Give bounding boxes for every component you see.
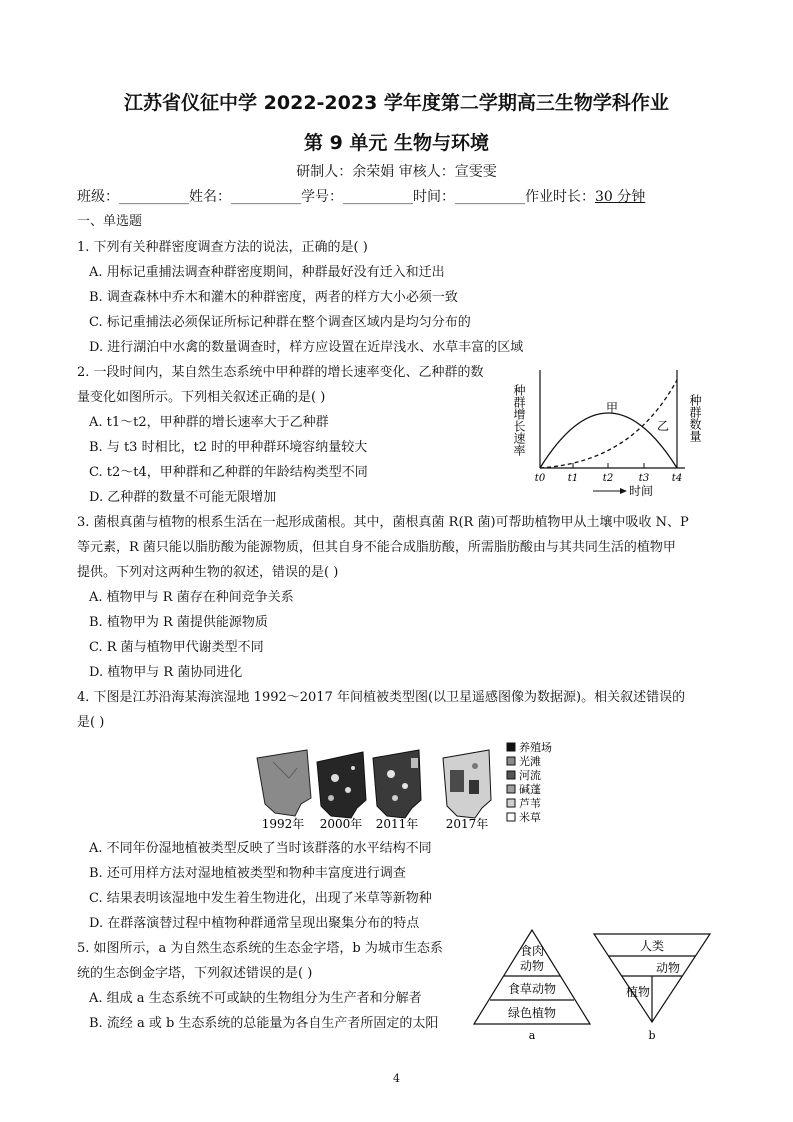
q2-stem-line1: 2. 一段时间内，某自然生态系统中甲种群的增长速率变化、乙种群的数: [77, 365, 484, 380]
pyramid-b-label: b: [648, 1029, 656, 1042]
name-blank: __________: [231, 189, 301, 205]
year-1992: 1992年: [261, 817, 305, 831]
info-fields-row: [77, 188, 645, 206]
class-blank: __________: [119, 189, 189, 205]
q4-option-c: C. 结果表明该湿地中发生着生物进化，出现了米草等新物种: [89, 891, 432, 906]
pyramid-a-carnivore-1: 食肉: [519, 944, 545, 958]
duration-label: 作业时长：: [525, 189, 595, 205]
pyramid-a: [474, 930, 590, 1042]
q2-x-axis-label: 时间: [629, 484, 654, 498]
legend-swatch-2: [507, 757, 515, 765]
q3-option-d: D. 植物甲与 R 菌协同进化: [89, 665, 243, 680]
pyramid-b-human: 人类: [639, 939, 665, 953]
id-label: 学号：: [301, 189, 343, 205]
pyramid-a-carnivore-2: 动物: [519, 959, 545, 973]
legend-item-3: 河流: [519, 769, 541, 782]
q1-option-a: A. 用标记重捕法调查种群密度期间，种群最好没有迁入和迁出: [89, 265, 445, 280]
id-blank: __________: [343, 189, 413, 205]
legend-item-2: 光滩: [519, 755, 541, 768]
legend-swatch-3: [507, 771, 515, 779]
q5-line2: 统的生态倒金字塔，下列叙述错误的是( ): [77, 966, 313, 981]
time-blank: __________: [455, 189, 525, 205]
legend-swatch-4: [507, 785, 515, 793]
q5-option-a: A. 组成 a 生态系统不可或缺的生物组分为生产者和分解者: [89, 991, 422, 1006]
pyramid-b-plant: 植物: [625, 985, 651, 999]
q4-option-a: A. 不同年份湿地植被类型反映了当时该群落的水平结构不同: [89, 841, 432, 856]
q1-option-c: C. 标记重捕法必须保证所标记种群在整个调查区域内是均匀分布的: [89, 315, 471, 330]
q2-option-a: A. t1～t2，甲种群的增长速率大于乙种群: [89, 415, 329, 430]
q2-growth-chart: [505, 360, 715, 500]
q2-tick-t4: t4: [671, 473, 683, 484]
q4-wetland-maps: [245, 738, 590, 833]
q3-line1: 3. 菌根真菌与植物的根系生活在一起形成菌根。其中，菌根真菌 R(R 菌)可帮助植物甲从土壤中吸收 N、P: [77, 515, 689, 530]
year-2000: 2000年: [319, 817, 363, 831]
legend-swatch-5: [507, 799, 515, 807]
time-label: 时间：: [413, 189, 455, 205]
map-2000: [317, 752, 366, 818]
q2-left-axis-label: 种群增长速率: [512, 384, 526, 456]
q2-option-d: D. 乙种群的数量不可能无限增加: [89, 490, 277, 505]
class-label: 班级：: [77, 189, 119, 205]
section-heading: 一、单选题: [77, 214, 143, 229]
q4-line2: 是( ): [77, 715, 105, 730]
duration-value: 30 分钟: [595, 189, 646, 205]
authors-line: 研制人：余荣娟 审核人：宣雯雯: [296, 164, 497, 180]
q2-label-yi: 乙: [656, 419, 670, 433]
legend-item-6: 米草: [519, 811, 541, 824]
legend-swatch-6: [507, 813, 515, 821]
legend-item-1: 养殖场: [519, 741, 552, 754]
q2-tick-t0: t0: [534, 473, 546, 484]
page-number: 4: [393, 1072, 400, 1085]
map-1992: [257, 750, 311, 816]
q2-tick-t2: t2: [602, 473, 614, 484]
q3-line2: 等元素，R 菌只能以脂肪酸为能源物质，但其自身不能合成脂肪酸，所需脂肪酸由与其共同生活的植物甲: [77, 540, 676, 555]
q1-option-d: D. 进行湖泊中水禽的数量调查时，样方应设置在近岸浅水、水草丰富的区域: [89, 340, 524, 355]
q4-legend: [507, 740, 552, 824]
unit-title: 第 9 单元 生物与环境: [303, 132, 490, 154]
q2-right-axis-label: 种群数量: [688, 394, 702, 442]
q2-stem-line2: 量变化如图所示。下列相关叙述正确的是( ): [77, 390, 326, 405]
q3-line3: 提供。下列对这两种生物的叙述，错误的是( ): [77, 565, 339, 580]
pyramid-a-herbivore: 食草动物: [507, 982, 557, 996]
q4-option-d: D. 在群落演替过程中植物种群通常呈现出聚集分布的特点: [89, 916, 420, 931]
pyramid-b-animal: 动物: [655, 961, 681, 975]
pyramid-a-plants: 绿色植物: [507, 1006, 557, 1020]
map-2011: [373, 750, 421, 818]
map-2017: [443, 750, 491, 818]
pyramid-a-label: a: [528, 1029, 536, 1042]
q3-option-a: A. 植物甲与 R 菌存在种间竞争关系: [89, 590, 294, 605]
q2-time-arrowhead: [620, 488, 627, 494]
school-title: 江苏省仪征中学 2022-2023 学年度第二学期高三生物学科作业: [124, 92, 669, 114]
q1-stem: 1. 下列有关种群密度调查方法的说法，正确的是( ): [77, 240, 368, 255]
name-label: 姓名：: [189, 189, 231, 205]
legend-item-4: 碱蓬: [519, 783, 541, 796]
q2-option-b: B. 与 t3 时相比，t2 时的甲种群环境容纳量较大: [89, 440, 368, 455]
q5-line1: 5. 如图所示，a 为自然生态系统的生态金字塔，b 为城市生态系: [77, 941, 443, 956]
q2-label-jia: 甲: [605, 401, 619, 415]
q2-tick-t3: t3: [638, 473, 650, 484]
year-2011: 2011年: [375, 817, 419, 831]
q1-option-b: B. 调查森林中乔木和灌木的种群密度，两者的样方大小必须一致: [89, 290, 458, 305]
q3-option-c: C. R 菌与植物甲代谢类型不同: [89, 640, 264, 655]
q2-option-c: C. t2～t4，甲种群和乙种群的年龄结构类型不同: [89, 465, 368, 480]
q5-option-b: B. 流经 a 或 b 生态系统的总能量为各自生产者所固定的太阳: [89, 1016, 439, 1031]
q4-line1: 4. 下图是江苏沿海某海滨湿地 1992～2017 年间植被类型图(以卫星遥感图像为数据源)。相关叙述错误的: [77, 690, 686, 705]
q2-tick-t1: t1: [567, 473, 579, 484]
legend-swatch-1: [507, 743, 515, 751]
q3-option-b: B. 植物甲为 R 菌提供能源物质: [89, 615, 268, 630]
q4-option-b: B. 还可用样方法对湿地植被类型和物种丰富度进行调查: [89, 866, 406, 881]
legend-item-5: 芦苇: [519, 797, 541, 810]
pyramid-b: [594, 934, 710, 1042]
q5-pyramids: [470, 928, 720, 1043]
year-2017: 2017年: [445, 817, 489, 831]
